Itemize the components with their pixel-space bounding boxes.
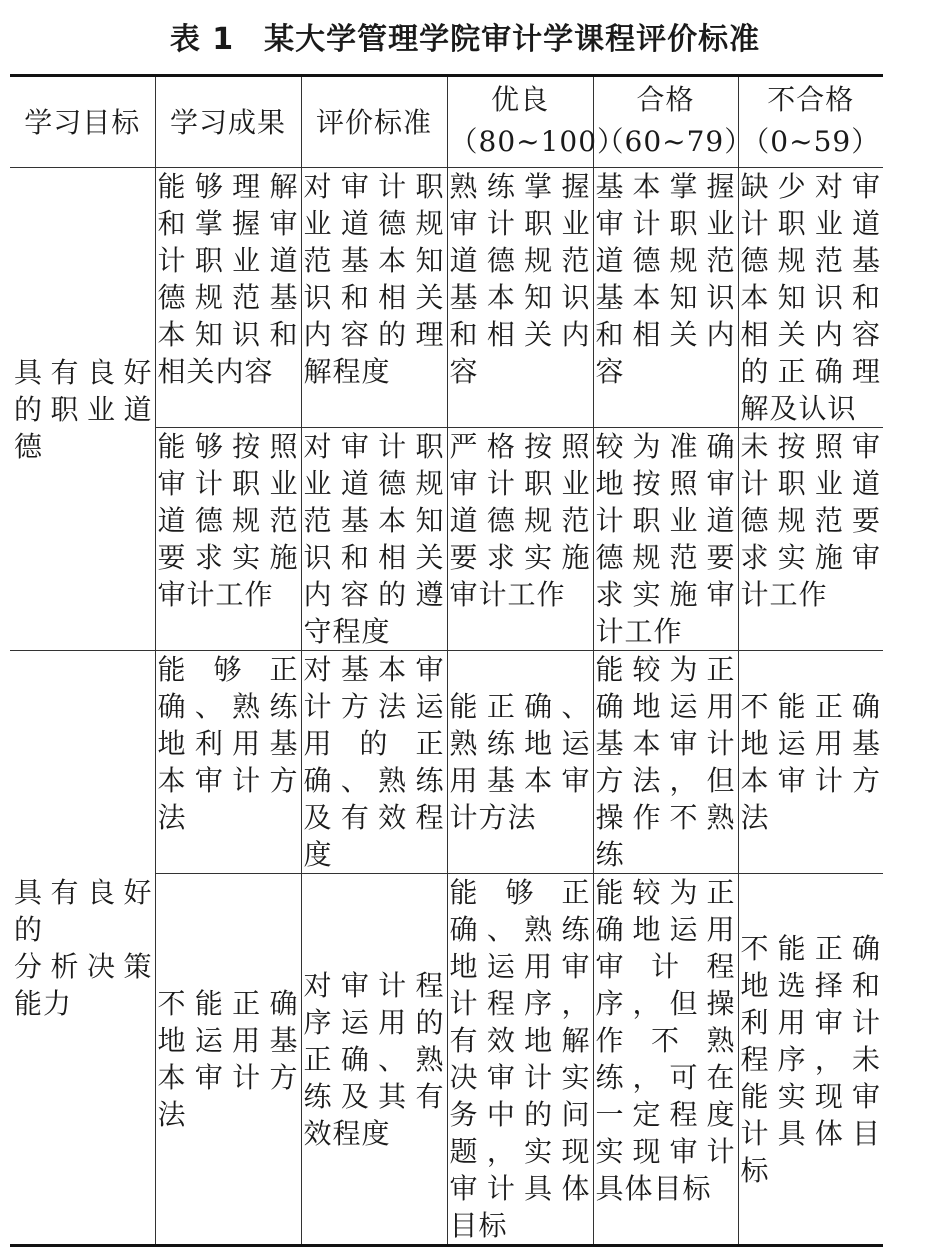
header-fail bbox=[738, 76, 883, 168]
header-learning-outcome: 学习成果 bbox=[155, 76, 301, 168]
table-caption: 某大学管理学院审计学课程评价标准 bbox=[264, 22, 761, 57]
cell-outcome: 能够按照审计职业道德规范要求实施审计工作 bbox=[155, 428, 301, 651]
header-pass-range: （60~79） bbox=[595, 125, 754, 158]
cell-outcome: 能够正确、熟练地利用基本审计方法 bbox=[155, 651, 301, 874]
cell-fail: 不能正确地选择和利用审计程序，未能实现审计具体目标 bbox=[738, 874, 883, 1246]
evaluation-table bbox=[10, 74, 883, 1247]
goal-professional-ethics: 具有良好的职业道德 bbox=[10, 168, 155, 651]
header-row bbox=[10, 76, 883, 168]
table-row bbox=[10, 651, 883, 874]
cell-fail: 未按照审计职业道德规范要求实施审计工作 bbox=[738, 428, 883, 651]
cell-excellent: 严格按照审计职业道德规范要求实施审计工作 bbox=[447, 428, 593, 651]
cell-excellent: 能正确、熟练地运用基本审计方法 bbox=[447, 651, 593, 874]
cell-fail: 缺少对审计职业道德规范基本知识和相关内容的正确理解及认识 bbox=[738, 168, 883, 428]
header-evaluation-criteria: 评价标准 bbox=[301, 76, 447, 168]
cell-criteria: 对审计职业道德规范基本知识和相关内容的理解程度 bbox=[301, 168, 447, 428]
cell-excellent: 能够正确、熟练地运用审计程序，有效地解决审计实务中的问题，实现审计具体目标 bbox=[447, 874, 593, 1246]
cell-criteria: 对审计程序运用的正确、熟练及其有效程度 bbox=[301, 874, 447, 1246]
cell-outcome: 能够理解和掌握审计职业道德规范基本知识和相关内容 bbox=[155, 168, 301, 428]
header-pass bbox=[593, 76, 754, 168]
cell-pass: 基本掌握审计职业道德规范基本知识和相关内容 bbox=[593, 168, 738, 428]
goal-analysis-decision: 具有良好的 分析决策能力 bbox=[10, 651, 155, 1246]
cell-criteria: 对基本审计方法运用的正确、熟练及有效程度 bbox=[301, 651, 447, 874]
table-row bbox=[10, 168, 883, 428]
table-number: 表 1 bbox=[169, 22, 235, 57]
cell-fail: 不能正确地运用基本审计方法 bbox=[738, 651, 883, 874]
cell-excellent: 熟练掌握审计职业道德规范基本知识和相关内容 bbox=[447, 168, 593, 428]
header-fail-label: 不合格 bbox=[767, 83, 855, 116]
header-excellent bbox=[447, 76, 627, 168]
header-excellent-label: 优良 bbox=[490, 83, 549, 116]
header-excellent-range: （80~100） bbox=[449, 125, 627, 158]
header-pass-label: 合格 bbox=[636, 83, 695, 116]
header-learning-goal: 学习目标 bbox=[10, 76, 155, 168]
cell-pass: 较为准确地按照审计职业道德规范要求实施审计工作 bbox=[593, 428, 738, 651]
cell-pass: 能较为正确地运用审计程序，但操作不熟练，可在一定程度实现审计具体目标 bbox=[593, 874, 738, 1246]
cell-criteria: 对审计职业道德规范基本知识和相关内容的遵守程度 bbox=[301, 428, 447, 651]
cell-outcome: 不能正确地运用基本审计方法 bbox=[155, 874, 301, 1246]
header-fail-range: （0~59） bbox=[741, 125, 881, 158]
cell-pass: 能较为正确地运用基本审计方法，但操作不熟练 bbox=[593, 651, 738, 874]
table-title bbox=[0, 14, 930, 58]
